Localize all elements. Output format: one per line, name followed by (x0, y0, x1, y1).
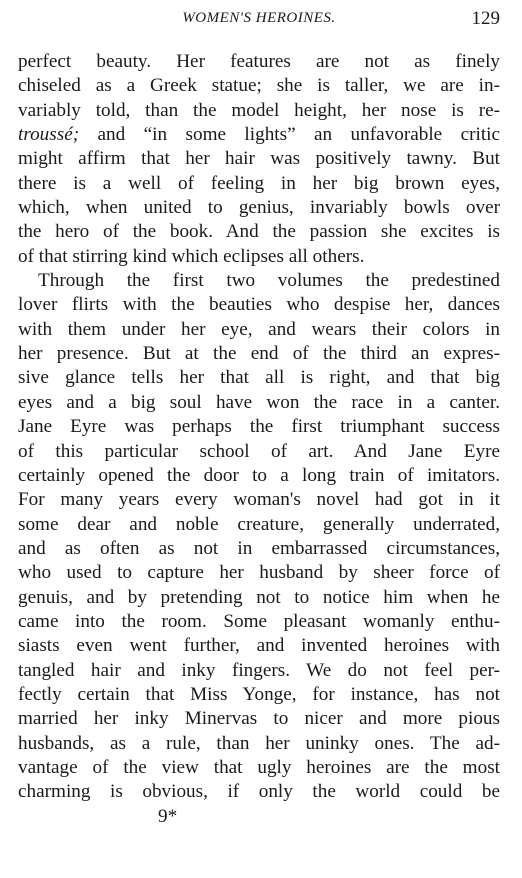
text-line: and as often as not in embarrassed circumstances, (18, 537, 500, 559)
text-line: variably told, than the model height, her nose is re- (18, 99, 500, 121)
text-line: Jane Eyre was perhaps the first triumphant success (18, 416, 500, 438)
running-head: WOMEN'S HEROINES. (182, 10, 336, 26)
signature-mark: 9* (158, 805, 178, 827)
text-line: came into the room. Some pleasant womanly enthu- (18, 610, 500, 632)
text-line: with them under her eye, and wears their colors in (18, 318, 500, 340)
page-number: 129 (471, 8, 500, 29)
text-line (18, 123, 500, 147)
text-line: fectly certain that Miss Yonge, for instance, has not (18, 683, 500, 705)
text-line: her presence. But at the end of the third an expres- (18, 343, 500, 365)
text-line: perfect beauty. Her features are not as finely (18, 51, 500, 72)
text-line: might affirm that her hair was positively tawny. But (18, 148, 500, 170)
text-line: married her inky Minervas to nicer and more pious (18, 708, 500, 730)
text-line: For many years every woman's novel had got in it (18, 489, 500, 511)
text-line: the hero of the book. And the passion she excites is (18, 221, 500, 243)
text-segment: and “in some lights” an unfavorable critic (79, 124, 500, 146)
text-line: siasts even went further, and invented heroines with (18, 635, 500, 657)
text-line: genuis, and by pretending not to notice him when he (18, 586, 500, 608)
text-line: who used to capture her husband by sheer force of (18, 562, 500, 584)
text-line: tangled hair and inky fingers. We do not feel per- (18, 659, 500, 681)
text-line: some dear and noble creature, generally underrated, (18, 513, 500, 535)
italic-word: troussé; (18, 124, 80, 146)
text-line: husbands, as a rule, than her uninky ones. The ad- (18, 732, 500, 754)
text-line: charming is obvious, if only the world could be (18, 781, 500, 803)
text-line: which, when united to genius, invariably bowls over (18, 197, 500, 219)
text-line: sive glance tells her that all is right, and that big (18, 367, 500, 389)
text-line: vantage of the view that ugly heroines are the most (18, 756, 500, 778)
text-line: Through the first two volumes the predestined (38, 270, 500, 292)
text-line: chiseled as a Greek statue; she is taller, we are in- (18, 75, 500, 97)
text-line: eyes and a big soul have won the race in a canter. (18, 391, 500, 413)
text-line: certainly opened the door to a long train of imitators. (18, 464, 500, 486)
text-line: there is a well of feeling in her big brown eyes, (18, 172, 500, 194)
text-line: of that stirring kind which eclipses all others. (18, 245, 365, 267)
body-text (18, 50, 500, 827)
text-line: of this particular school of art. And Jane Eyre (18, 440, 500, 462)
page-header (18, 6, 500, 32)
text-line: lover flirts with the beauties who despise her, dances (18, 294, 500, 316)
